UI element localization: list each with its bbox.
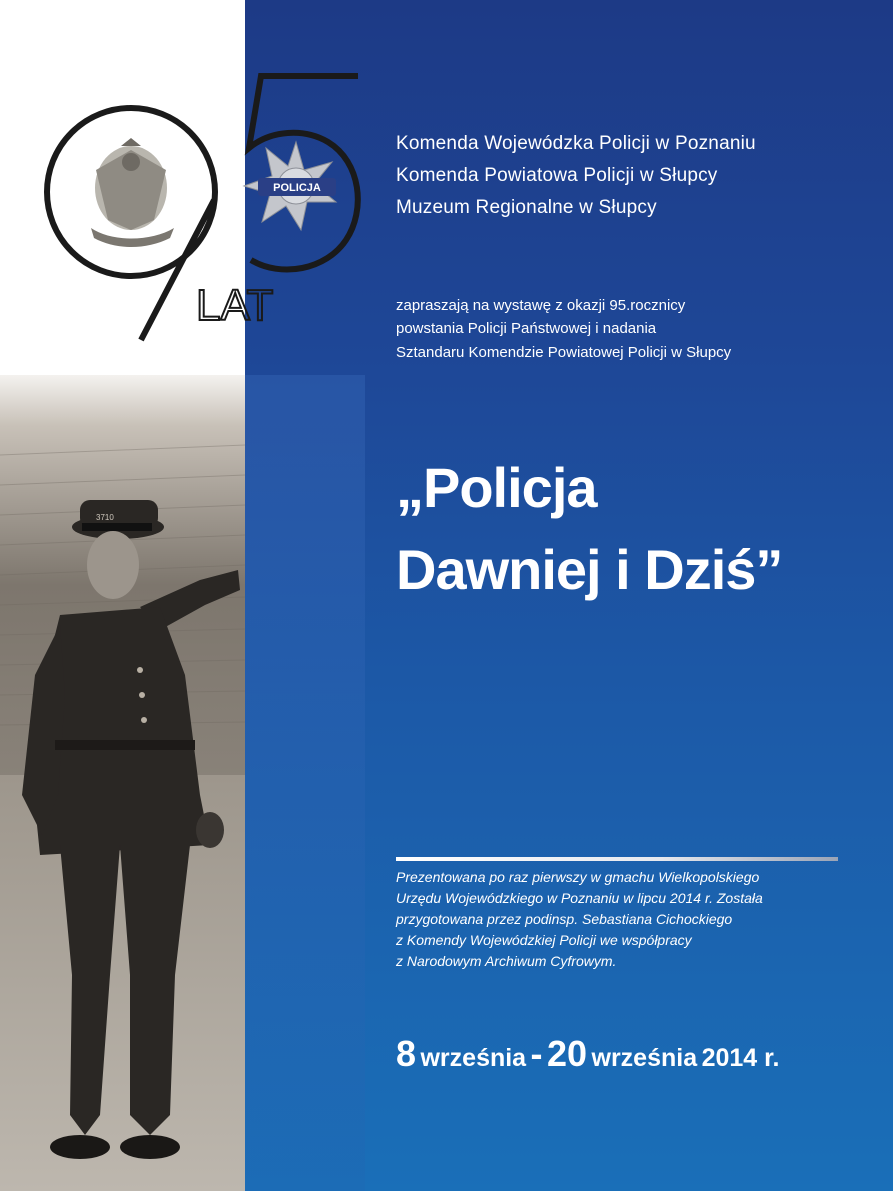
anniversary-logo bbox=[36, 70, 366, 360]
invitation-line-1: zapraszają na wystawę z okazji 95.rocznicy bbox=[396, 297, 686, 314]
exhibition-title-line-1: „Policja bbox=[396, 456, 597, 519]
exhibition-title-line-2: Dawniej i Dziś” bbox=[396, 538, 783, 601]
description-line-2: Urzędu Wojewódzkiego w Poznaniu w lipcu 2014 r. Została bbox=[396, 890, 763, 906]
year: 2014 r. bbox=[701, 1044, 780, 1072]
description-line-3: przygotowana przez podinsp. Sebastiana Cichockiego bbox=[396, 911, 733, 927]
invitation-line-2: powstania Policji Państwowej i nadania bbox=[396, 320, 657, 337]
end-month: września bbox=[591, 1044, 698, 1072]
start-day: 8 bbox=[396, 1033, 417, 1074]
eagle-icon bbox=[91, 138, 174, 247]
end-day: 20 bbox=[547, 1033, 588, 1074]
organizer-line-1: Komenda Wojewódzka Policji w Poznaniu bbox=[396, 133, 756, 154]
divider-line bbox=[396, 857, 838, 861]
organizer-line-2: Komenda Powiatowa Policji w Słupcy bbox=[396, 165, 718, 186]
date-dash: - bbox=[530, 1033, 543, 1074]
description-line-4: z Komendy Wojewódzkiej Policji we współpracy bbox=[396, 932, 692, 948]
cap-number: 3710 bbox=[96, 513, 114, 522]
badge-text: POLICJA bbox=[273, 182, 321, 194]
historic-police-photo bbox=[0, 375, 245, 1191]
police-star-icon bbox=[244, 142, 336, 230]
description-line-5: z Narodowym Archiwum Cyfrowym. bbox=[396, 953, 617, 969]
start-month: września bbox=[420, 1044, 527, 1072]
organizer-line-3: Muzeum Regionalne w Słupcy bbox=[396, 197, 657, 218]
lat-label: LAT bbox=[196, 281, 274, 330]
invitation-line-3: Sztandaru Komendzie Powiatowej Policji w Słupcy bbox=[396, 344, 732, 361]
blue-overlay-strip bbox=[245, 375, 365, 1191]
description-line-1: Prezentowana po raz pierwszy w gmachu Wielkopolskiego bbox=[396, 869, 760, 885]
exhibition-dates bbox=[396, 1033, 779, 1075]
